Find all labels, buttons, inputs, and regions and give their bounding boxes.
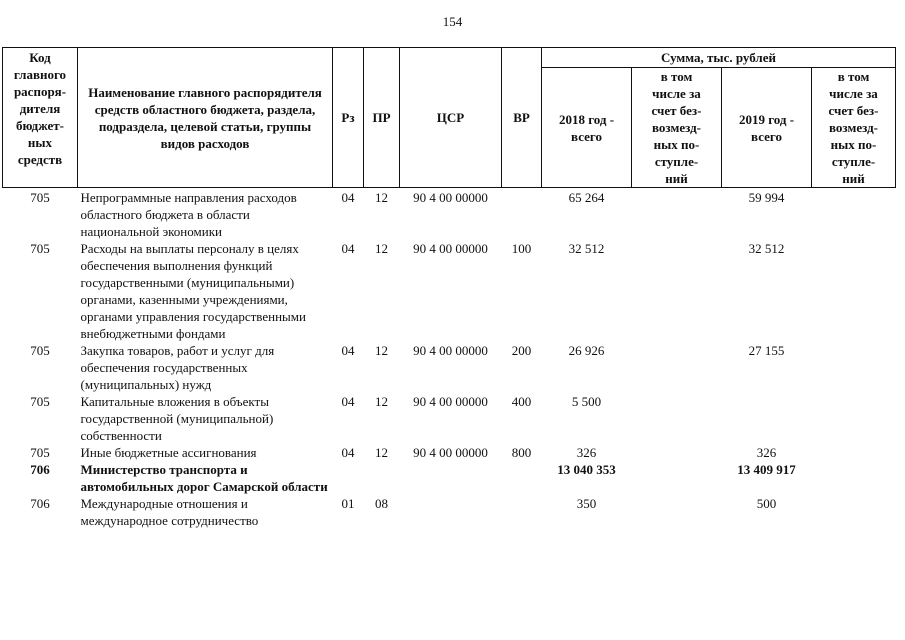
cell-name: Непрограммные направления расходов областного бюджета в области национальной экономики bbox=[80, 190, 297, 239]
table-row bbox=[3, 495, 896, 529]
cell-2018-free bbox=[632, 240, 722, 342]
cell-2019-total: 27 155 bbox=[748, 343, 785, 358]
cell-2018-total: 65 264 bbox=[568, 190, 605, 205]
cell-2019-total: 32 512 bbox=[748, 241, 785, 256]
cell-code: 705 bbox=[30, 394, 50, 409]
cell-2019-free bbox=[812, 342, 896, 393]
cell-pr: 12 bbox=[375, 343, 388, 358]
cell-rz: 04 bbox=[341, 343, 355, 358]
cell-2019-total: 500 bbox=[756, 496, 777, 511]
table-row bbox=[3, 444, 896, 461]
cell-name: Расходы на выплаты персоналу в целях обеспечения выполнения функций государственными (муниципальными) органами, казенными учреждениями, органами управления государственными внебюджетными фондами bbox=[80, 241, 306, 341]
cell-2018-free bbox=[632, 461, 722, 495]
header-vr: ВР bbox=[502, 48, 542, 188]
cell-2019-total: 59 994 bbox=[748, 190, 785, 205]
cell-vr: 400 bbox=[511, 394, 532, 409]
cell-2019-total bbox=[722, 393, 812, 444]
cell-2018-total: 5 500 bbox=[571, 394, 602, 409]
cell-rz: 01 bbox=[341, 496, 355, 511]
header-csr: ЦСР bbox=[400, 48, 502, 188]
cell-csr: 90 4 00 00000 bbox=[413, 394, 488, 409]
header-rz: Рз bbox=[333, 48, 364, 188]
cell-name: Закупка товаров, работ и услуг для обеспечения государственных (муниципальных) нужд bbox=[80, 343, 275, 392]
cell-2018-total: 32 512 bbox=[568, 241, 605, 256]
table-header bbox=[3, 48, 896, 188]
cell-2019-free bbox=[812, 240, 896, 342]
cell-name: Иные бюджетные ассигнования bbox=[80, 445, 257, 460]
header-2018-total: 2018 год - всего bbox=[542, 68, 632, 188]
header-2018-free: в том числе за счет без-возмезд-ных по-ступле-ний bbox=[632, 68, 722, 188]
cell-2019-total: 326 bbox=[756, 445, 777, 460]
header-2019-free: в том числе за счет без-возмезд-ных по-ступле-ний bbox=[812, 68, 896, 188]
cell-2019-free bbox=[812, 461, 896, 495]
table-row bbox=[3, 188, 896, 241]
cell-pr: 12 bbox=[375, 445, 388, 460]
cell-2018-free bbox=[632, 495, 722, 529]
cell-2018-total: 13 040 353 bbox=[557, 462, 616, 477]
cell-vr bbox=[502, 495, 542, 529]
cell-code: 705 bbox=[30, 445, 50, 460]
cell-2018-free bbox=[632, 393, 722, 444]
cell-2018-total: 26 926 bbox=[568, 343, 605, 358]
cell-pr: 08 bbox=[375, 496, 388, 511]
table-body bbox=[3, 188, 896, 530]
cell-2019-free bbox=[812, 444, 896, 461]
cell-name: Международные отношения и международное сотрудничество bbox=[80, 496, 259, 528]
header-2019-total: 2019 год - всего bbox=[722, 68, 812, 188]
cell-name: Капитальные вложения в объекты государственной (муниципальной) собственности bbox=[80, 394, 274, 443]
cell-vr: 100 bbox=[511, 241, 532, 256]
cell-csr bbox=[400, 461, 502, 495]
cell-csr: 90 4 00 00000 bbox=[413, 343, 488, 358]
cell-2018-free bbox=[632, 188, 722, 241]
cell-2018-total: 326 bbox=[576, 445, 597, 460]
cell-rz: 04 bbox=[341, 241, 355, 256]
cell-pr bbox=[364, 461, 400, 495]
header-sum: Сумма, тыс. рублей bbox=[542, 48, 896, 68]
cell-2019-total: 13 409 917 bbox=[737, 462, 796, 477]
cell-vr: 800 bbox=[511, 445, 532, 460]
cell-2018-free bbox=[632, 342, 722, 393]
cell-vr bbox=[502, 461, 542, 495]
cell-2019-free bbox=[812, 188, 896, 241]
cell-rz: 04 bbox=[341, 445, 355, 460]
cell-rz: 04 bbox=[341, 190, 355, 205]
cell-csr: 90 4 00 00000 bbox=[413, 241, 488, 256]
cell-csr bbox=[400, 495, 502, 529]
cell-csr: 90 4 00 00000 bbox=[413, 445, 488, 460]
cell-2018-free bbox=[632, 444, 722, 461]
budget-table bbox=[2, 47, 896, 529]
cell-code: 706 bbox=[30, 496, 50, 511]
header-code: Код главного распоря-дителя бюджет-ных средств bbox=[3, 48, 78, 188]
cell-pr: 12 bbox=[375, 190, 388, 205]
cell-pr: 12 bbox=[375, 394, 388, 409]
cell-pr: 12 bbox=[375, 241, 388, 256]
cell-rz: 04 bbox=[341, 394, 355, 409]
cell-code: 705 bbox=[30, 241, 50, 256]
cell-2019-free bbox=[812, 495, 896, 529]
cell-vr bbox=[502, 188, 542, 241]
cell-name: Министерство транспорта и автомобильных дорог Самарской области bbox=[80, 462, 328, 494]
cell-code: 705 bbox=[30, 343, 50, 358]
header-name: Наименование главного распорядителя средств областного бюджета, раздела, подраздела, целевой статьи, группы видов расходов bbox=[78, 48, 333, 188]
header-pr: ПР bbox=[364, 48, 400, 188]
cell-code: 706 bbox=[30, 462, 50, 477]
cell-2018-total: 350 bbox=[576, 496, 597, 511]
table-row bbox=[3, 240, 896, 342]
cell-csr: 90 4 00 00000 bbox=[413, 190, 488, 205]
cell-code: 705 bbox=[30, 190, 50, 205]
table-row bbox=[3, 342, 896, 393]
cell-vr: 200 bbox=[511, 343, 532, 358]
table-row bbox=[3, 393, 896, 444]
table-row bbox=[3, 461, 896, 495]
page-number: 154 bbox=[442, 14, 463, 29]
cell-2019-free bbox=[812, 393, 896, 444]
cell-rz bbox=[333, 461, 364, 495]
